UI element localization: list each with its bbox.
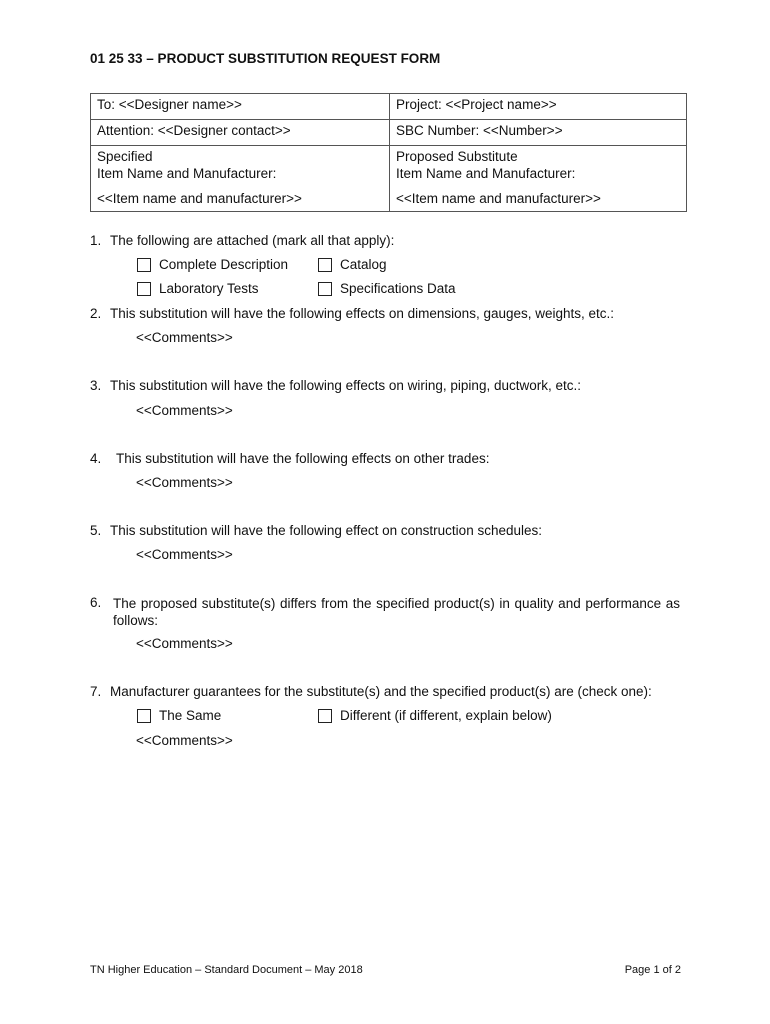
item-text: The following are attached (mark all that apply): (110, 233, 395, 248)
specified-cell (91, 146, 390, 212)
checkbox-label: Laboratory Tests (159, 281, 259, 296)
checkbox-label: Specifications Data (340, 281, 456, 296)
proposed-sublabel: Item Name and Manufacturer: (396, 166, 576, 181)
item-5 (90, 523, 542, 538)
complete-description-checkbox[interactable] (137, 258, 151, 272)
item-number: 2. (90, 306, 102, 321)
item-3 (90, 378, 581, 393)
proposed-item-field[interactable]: <<Item name and manufacturer>> (396, 191, 601, 206)
item-number: 3. (90, 378, 102, 393)
comments-field[interactable]: <<Comments>> (136, 403, 233, 418)
checkbox-label: Different (if different, explain below) (340, 708, 552, 723)
proposed-label: Proposed Substitute (396, 149, 518, 164)
comments-field[interactable]: <<Comments>> (136, 475, 233, 490)
item-4 (90, 451, 489, 466)
item-2 (90, 306, 614, 321)
different-checkbox[interactable] (318, 709, 332, 723)
item-7 (90, 684, 652, 699)
the-same-checkbox[interactable] (137, 709, 151, 723)
item-number: 4. (90, 451, 102, 466)
header-table (90, 93, 687, 212)
checkbox-label: Catalog (340, 257, 387, 272)
catalog-checkbox[interactable] (318, 258, 332, 272)
item-6-text: The proposed substitute(s) differs from the specified product(s) in quality and performance as follows: (113, 596, 680, 628)
comments-field[interactable]: <<Comments>> (136, 733, 233, 748)
item-text: This substitution will have the following effect on construction schedules: (110, 523, 542, 538)
footer-text: TN Higher Education – Standard Document – May 2018 (90, 964, 363, 976)
proposed-cell (390, 146, 687, 212)
laboratory-tests-checkbox[interactable] (137, 282, 151, 296)
to-cell (91, 94, 390, 120)
sbc-cell (390, 120, 687, 146)
item-text: This substitution will have the following effects on dimensions, gauges, weights, etc.: (110, 306, 615, 321)
comments-field[interactable]: <<Comments>> (136, 636, 233, 651)
item-1 (90, 233, 394, 248)
item-text: This substitution will have the following effects on other trades: (116, 451, 490, 466)
checkbox-label: Complete Description (159, 257, 289, 272)
item-number: 7. (90, 684, 102, 699)
page-number: Page 1 of 2 (624, 964, 681, 976)
specified-sublabel: Item Name and Manufacturer: (97, 166, 277, 181)
item-text: Manufacturer guarantees for the substitute(s) and the specified product(s) are (check one): (110, 684, 652, 699)
specified-label: Specified (97, 149, 153, 164)
specifications-data-checkbox[interactable] (318, 282, 332, 296)
item-number: 1. (90, 233, 102, 248)
attention-cell (91, 120, 390, 146)
item-text: This substitution will have the following effects on wiring, piping, ductwork, etc.: (110, 378, 581, 393)
project-field[interactable]: Project: <<Project name>> (396, 97, 557, 112)
specified-item-field[interactable]: <<Item name and manufacturer>> (97, 191, 302, 206)
sbc-number-field[interactable]: SBC Number: <<Number>> (396, 123, 563, 138)
item-number: 5. (90, 523, 102, 538)
to-field[interactable]: To: <<Designer name>> (97, 97, 242, 112)
attention-field[interactable]: Attention: <<Designer contact>> (97, 123, 291, 138)
page-title: 01 25 33 – PRODUCT SUBSTITUTION REQUEST FORM (90, 51, 441, 66)
item-6-number: 6. (90, 595, 102, 610)
comments-field[interactable]: <<Comments>> (136, 547, 233, 562)
comments-field[interactable]: <<Comments>> (136, 330, 233, 345)
project-cell (390, 94, 687, 120)
checkbox-label: The Same (159, 708, 222, 723)
